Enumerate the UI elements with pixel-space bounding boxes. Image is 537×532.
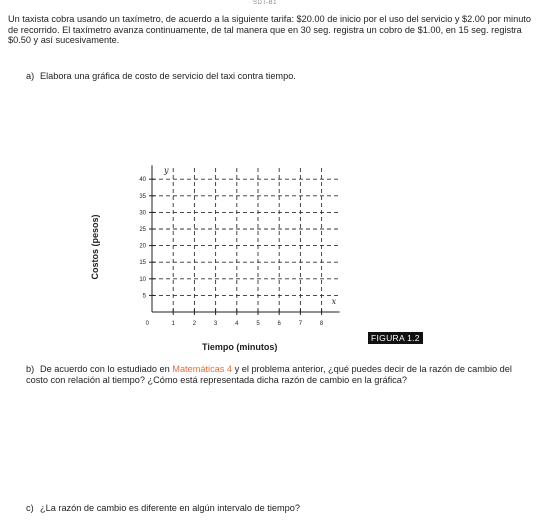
question-a [26,71,296,82]
y-tick-label: 15 [139,260,146,267]
question-b-text-after: y el problema anterior, ¿qué puedes decir de la razón de cambio del costo con relación al tiempo? ¿Cómo está representada dicha razón de cambio en la gráfica? [26,364,512,385]
question-b [26,364,530,386]
y-tick-label: 30 [139,210,146,217]
x-axis-letter: x [331,297,337,306]
y-tick-label: 10 [139,276,146,283]
cost-time-graph [110,82,360,332]
figure-label: FIGURA 1.2 [368,332,423,344]
x-tick-label: 2 [192,321,197,327]
x-tick-label: 6 [277,321,281,327]
x-axis-label: Tiempo (minutos) [202,342,278,352]
problem-intro: Un taxista cobra usando un taxímetro, de acuerdo a la siguiente tarifa: $20.00 de inicio por el uso del servicio y $2.00 por minuto de recorrido. El taxímetro avanza continuamente, de tal manera que en 30 seg. registra un cobro de $1.00, en 15 seg. registra $0.50 y así sucesivamente. [8,14,531,46]
question-b-highlight: Matemáticas 4 [172,364,233,374]
question-a-text: Elabora una gráfica de costo de servicio del taxi contra tiempo. [40,71,296,81]
x-tick-label: 5 [256,321,260,327]
y-tick-label: 35 [139,193,146,200]
y-tick-label: 25 [139,227,146,233]
x-tick-label: 3 [213,321,218,327]
question-c [26,503,300,514]
origin-label: 0 [145,321,149,327]
y-tick-label: 5 [142,293,146,300]
x-tick-label: 4 [235,321,239,327]
y-tick-label: 20 [139,243,146,250]
x-tick-label: 8 [319,321,324,327]
y-axis-letter: y [164,166,169,176]
x-tick-label: 7 [298,321,303,327]
question-c-text: ¿La razón de cambio es diferente en algún intervalo de tiempo? [40,503,300,513]
question-a-letter: a) [26,71,35,81]
question-c-letter: c) [26,503,34,513]
question-b-text-before: De acuerdo con lo estudiado en [40,364,173,374]
header-mark: SDT-B1 [253,0,278,6]
question-b-letter: b) [26,364,35,374]
x-tick-label: 1 [171,321,175,327]
y-axis-label: Costos (pesos) [90,214,100,280]
y-tick-label: 40 [139,177,146,184]
